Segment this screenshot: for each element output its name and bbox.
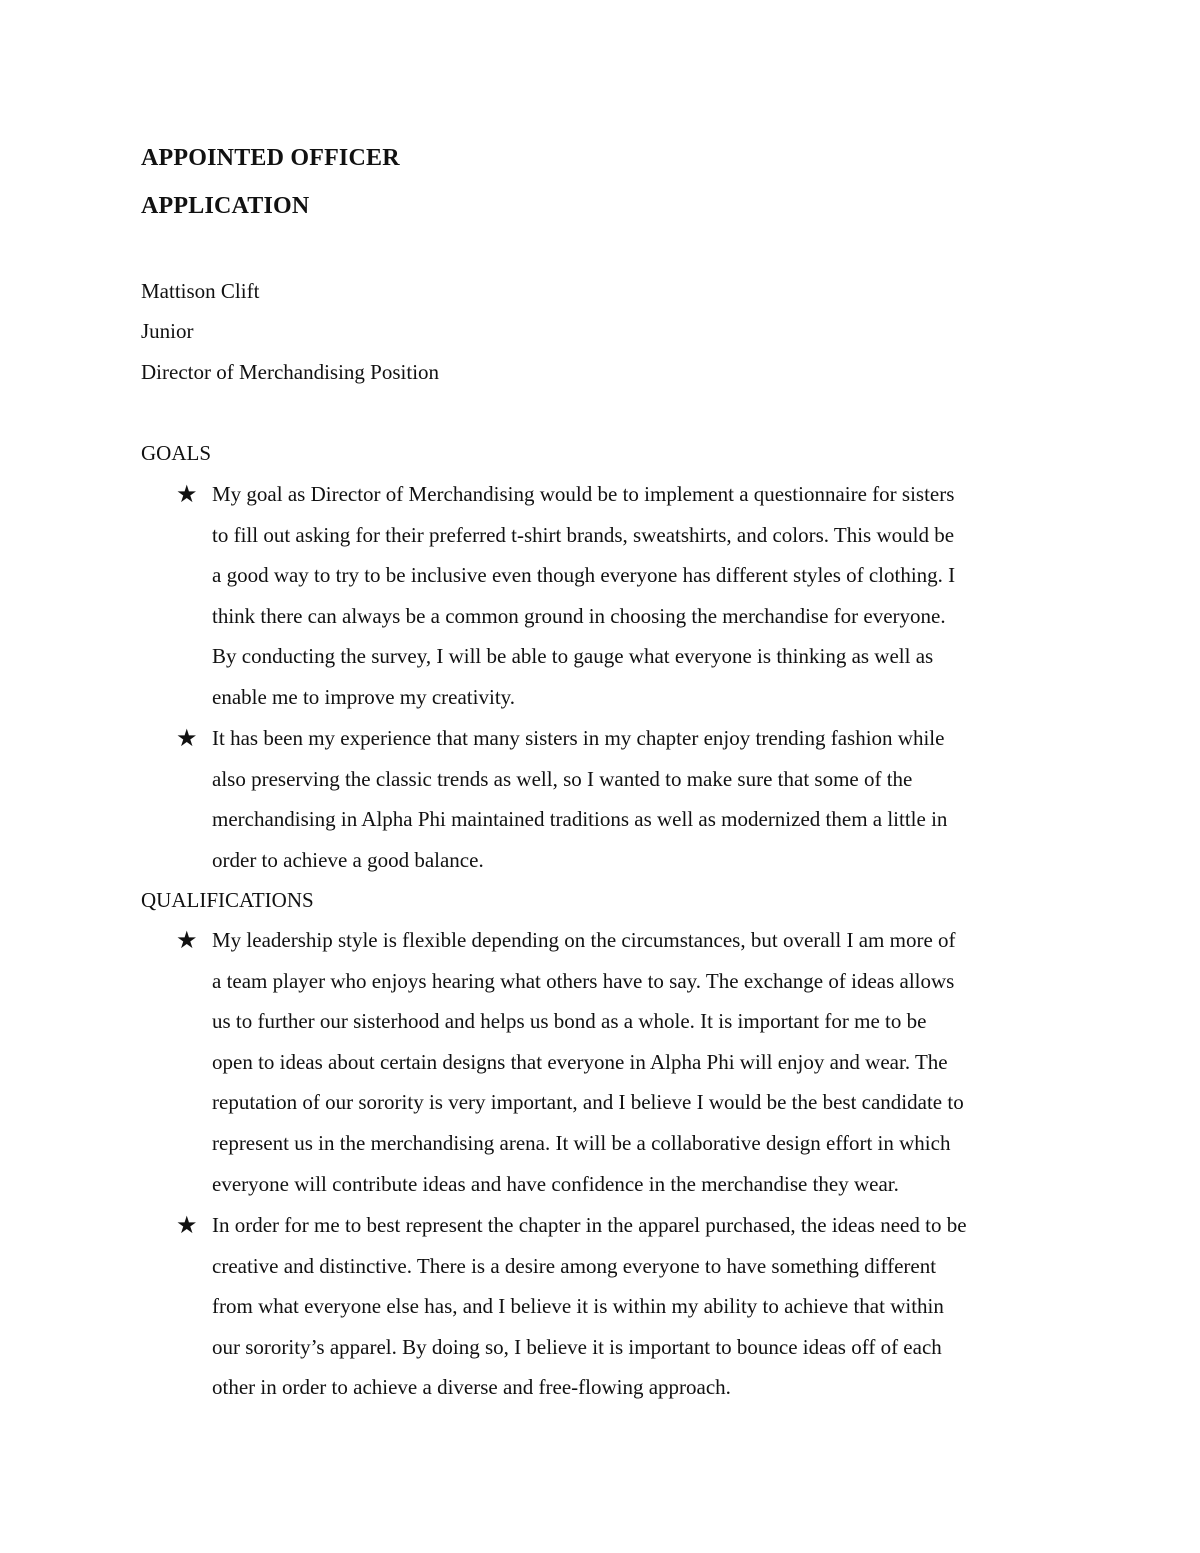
text-line: a team player who enjoys hearing what others have to say. The exchange of ideas allows bbox=[212, 968, 955, 993]
document-title-line-2: APPLICATION bbox=[141, 193, 310, 219]
text-line: open to ideas about certain designs that everyone in Alpha Phi will enjoy and wear. The bbox=[212, 1049, 948, 1074]
text-line: My leadership style is flexible depending on the circumstances, but overall I am more of bbox=[212, 928, 956, 952]
text-line: merchandising in Alpha Phi maintained traditions as well as modernized them a little in bbox=[212, 807, 948, 832]
text-line: In order for me to best represent the chapter in the apparel purchased, the ideas need to be bbox=[212, 1213, 967, 1237]
text-line: represent us in the merchandising arena. It will be a collaborative design effort in which bbox=[212, 1130, 951, 1155]
qualifications-bullet-2-text bbox=[212, 1205, 1070, 1408]
goals-bullet-2-text bbox=[212, 718, 1070, 880]
text-line: order to achieve a good balance. bbox=[212, 847, 484, 872]
text-line: By conducting the survey, I will be able to gauge what everyone is thinking as well as bbox=[212, 644, 934, 669]
text-line: It has been my experience that many sisters in my chapter enjoy trending fashion while bbox=[212, 726, 945, 750]
goals-heading: GOALS bbox=[141, 441, 212, 465]
text-line: from what everyone else has, and I believe it is within my ability to achieve that within bbox=[212, 1294, 944, 1319]
text-line: to fill out asking for their preferred t-shirt brands, sweatshirts, and colors. This would be bbox=[212, 522, 955, 547]
text-line: other in order to achieve a diverse and free-flowing approach. bbox=[212, 1375, 731, 1400]
text-line: creative and distinctive. There is a desire among everyone to have something different bbox=[212, 1253, 937, 1278]
position-title: Director of Merchandising Position bbox=[141, 360, 440, 384]
text-line: everyone will contribute ideas and have confidence in the merchandise they wear. bbox=[212, 1171, 899, 1196]
text-line: My goal as Director of Merchandising would be to implement a questionnaire for sisters bbox=[212, 482, 955, 506]
text-line: also preserving the classic trends as well, so I wanted to make sure that some of the bbox=[212, 766, 913, 791]
text-line: a good way to try to be inclusive even though everyone has different styles of clothing. I bbox=[212, 563, 956, 588]
applicant-name: Mattison Clift bbox=[141, 279, 260, 303]
text-line: us to further our sisterhood and helps us bond as a whole. It is important for me to be bbox=[212, 1009, 927, 1034]
text-line: our sorority’s apparel. By doing so, I believe it is important to bounce ideas off of each bbox=[212, 1334, 942, 1359]
goals-bullet-1-text bbox=[212, 474, 1070, 718]
star-bullet-icon: ★ bbox=[176, 480, 198, 508]
text-line: enable me to improve my creativity. bbox=[212, 684, 516, 709]
text-line: think there can always be a common ground in choosing the merchandise for everyone. bbox=[212, 603, 946, 628]
qualifications-heading: QUALIFICATIONS bbox=[141, 888, 314, 912]
document-title-line-1: APPOINTED OFFICER bbox=[141, 145, 400, 171]
star-bullet-icon: ★ bbox=[176, 926, 198, 954]
text-line: reputation of our sorority is very important, and I believe I would be the best candidate to bbox=[212, 1090, 964, 1115]
class-year: Junior bbox=[141, 319, 194, 343]
qualifications-bullet-1-text bbox=[212, 920, 1070, 1204]
star-bullet-icon: ★ bbox=[176, 724, 198, 752]
star-bullet-icon: ★ bbox=[176, 1211, 198, 1239]
